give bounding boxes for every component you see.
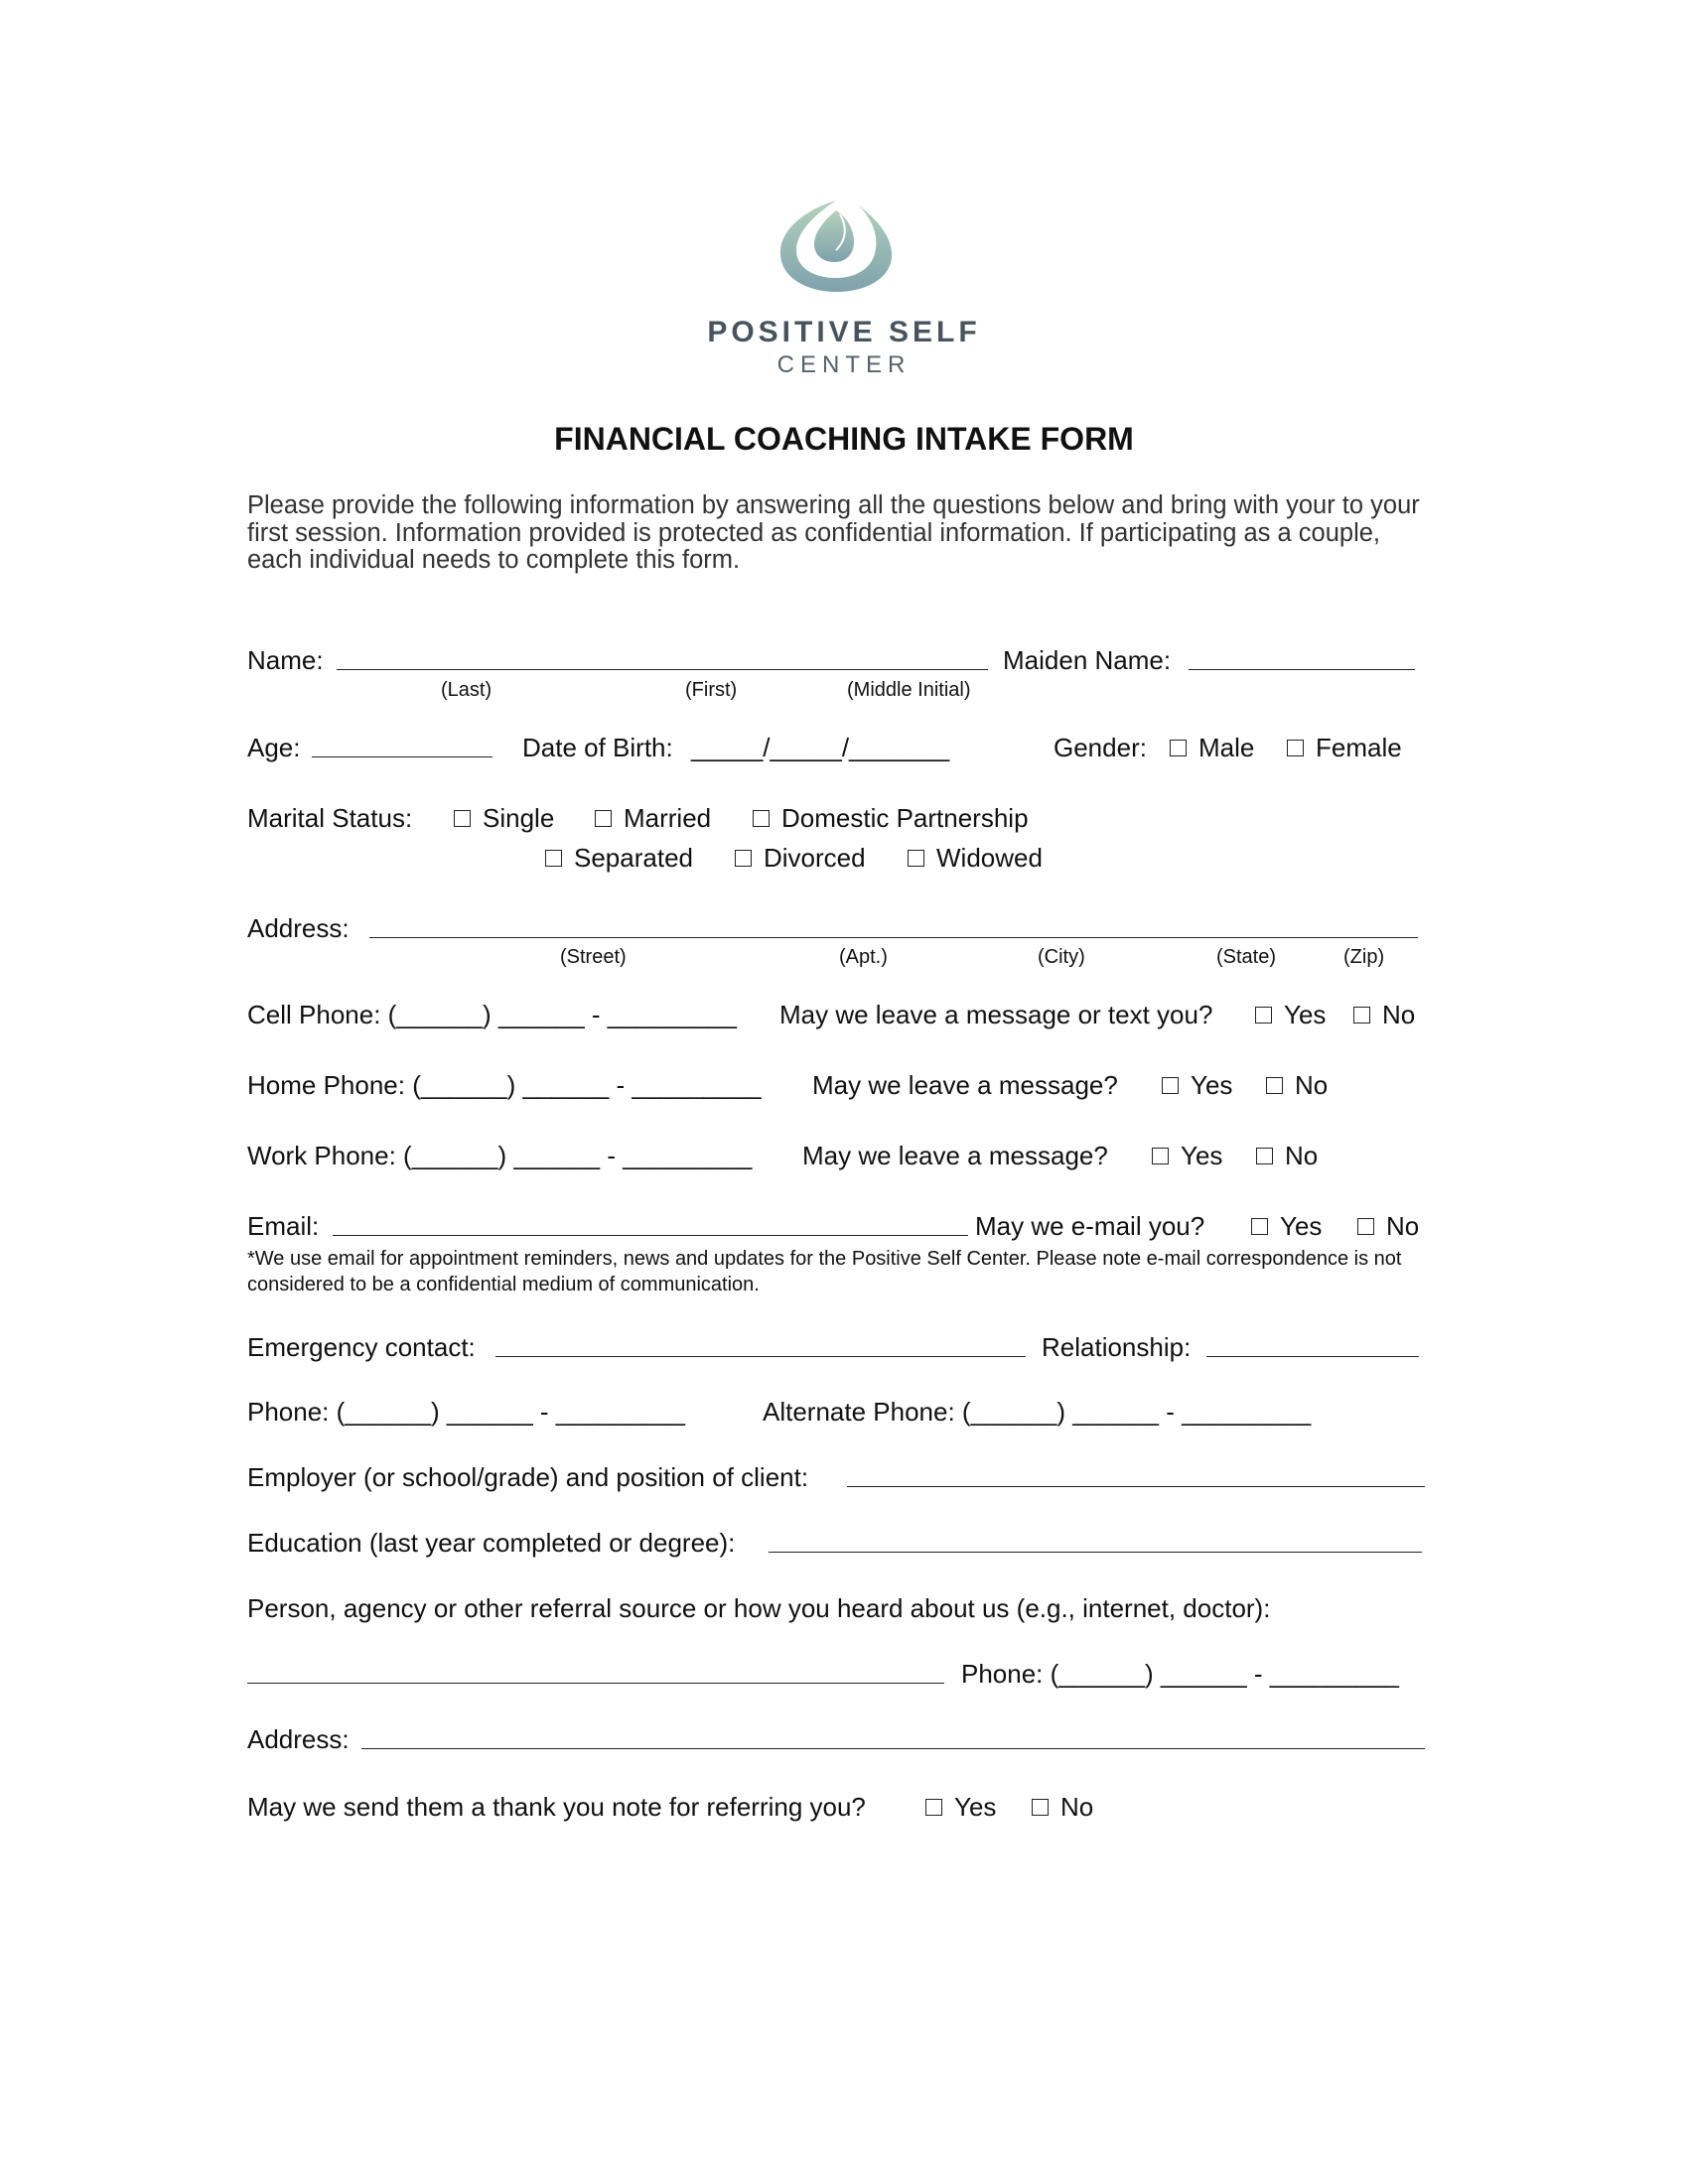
checkbox-icon (735, 850, 752, 867)
thank-you-row (0, 1790, 1688, 1824)
checkbox-icon (595, 810, 612, 827)
referral-address-row (0, 1722, 1688, 1756)
emergency-phone-row (0, 1395, 1688, 1429)
checkbox-icon (753, 810, 770, 827)
marital-widowed-checkbox[interactable]: Widowed (908, 841, 1043, 875)
education-label: Education (last year completed or degree): (247, 1528, 736, 1558)
email-question: May we e-mail you? (975, 1211, 1205, 1241)
logo-icon (774, 195, 898, 296)
dob-input[interactable]: _____/_____/_______ (691, 733, 950, 762)
gender-male-checkbox[interactable]: Male (1170, 731, 1254, 764)
work-no-checkbox[interactable]: No (1256, 1139, 1318, 1172)
marital-separated-checkbox[interactable]: Separated (545, 841, 693, 875)
logo-text: POSITIVE SELF (707, 316, 981, 348)
education-row (0, 1526, 1688, 1560)
cell-no-checkbox[interactable]: No (1353, 998, 1415, 1031)
work-yes-checkbox[interactable]: Yes (1152, 1139, 1222, 1172)
cell-phone-field[interactable]: Cell Phone: (______) ______ - _________ (247, 1000, 737, 1029)
gender-label: Gender: (1054, 733, 1147, 762)
emergency-input[interactable] (495, 1330, 1026, 1357)
referral-address-input[interactable] (361, 1722, 1425, 1749)
referral-phone-field[interactable]: Phone: (______) ______ - _________ (961, 1659, 1399, 1689)
email-input[interactable] (333, 1209, 968, 1236)
referral-input[interactable] (247, 1657, 944, 1684)
maiden-name-input[interactable] (1189, 643, 1415, 670)
address-row (0, 911, 1688, 945)
name-input[interactable] (337, 643, 988, 670)
checkbox-icon (1251, 1218, 1268, 1235)
emergency-phone-field[interactable]: Phone: (______) ______ - _________ (247, 1397, 685, 1427)
work-phone-field[interactable]: Work Phone: (______) ______ - _________ (247, 1141, 753, 1170)
checkbox-icon (1357, 1218, 1374, 1235)
state-sublabel: (State) (1216, 946, 1277, 968)
referral-address-label: Address: (247, 1724, 350, 1754)
marital-divorced-checkbox[interactable]: Divorced (735, 841, 866, 875)
marital-row-2 (0, 841, 1688, 875)
education-input[interactable] (769, 1526, 1422, 1553)
home-phone-row (0, 1068, 1688, 1102)
work-question: May we leave a message? (802, 1141, 1108, 1170)
name-label: Name: (247, 645, 324, 675)
address-label: Address: (247, 913, 350, 943)
home-no-checkbox[interactable]: No (1266, 1068, 1328, 1102)
email-note: *We use email for appointment reminders, news and updates for the Positive Self Center. Please note e-mail correspondence is not considered to be a confidential medium of communication. (247, 1248, 1402, 1296)
logo-subtext: CENTER (776, 351, 912, 378)
relationship-input[interactable] (1206, 1330, 1419, 1357)
thank-you-yes-checkbox[interactable]: Yes (925, 1790, 996, 1824)
marital-married-checkbox[interactable]: Married (595, 801, 711, 835)
relationship-label: Relationship: (1042, 1332, 1192, 1362)
home-question: May we leave a message? (812, 1070, 1118, 1100)
marital-label: Marital Status: (247, 803, 413, 833)
emergency-label: Emergency contact: (247, 1332, 476, 1362)
referral-input-row (0, 1657, 1688, 1691)
email-label: Email: (247, 1211, 320, 1241)
referral-row (0, 1591, 1688, 1625)
checkbox-icon (1152, 1148, 1169, 1164)
employer-input[interactable] (847, 1460, 1425, 1487)
city-sublabel: (City) (1038, 946, 1085, 968)
checkbox-icon (1256, 1148, 1273, 1164)
marital-domestic-checkbox[interactable]: Domestic Partnership (753, 801, 1029, 835)
dob-label: Date of Birth: (522, 733, 673, 762)
checkbox-icon (1170, 740, 1187, 756)
employer-row (0, 1460, 1688, 1494)
checkbox-icon (908, 850, 924, 867)
checkbox-icon (1266, 1077, 1283, 1094)
checkbox-icon (1032, 1799, 1049, 1816)
checkbox-icon (1255, 1007, 1272, 1024)
home-phone-field[interactable]: Home Phone: (______) ______ - _________ (247, 1070, 762, 1100)
referral-label: Person, agency or other referral source or how you heard about us (e.g., internet, doctor): (247, 1593, 1271, 1623)
thank-you-no-checkbox[interactable]: No (1032, 1790, 1093, 1824)
email-yes-checkbox[interactable]: Yes (1251, 1209, 1322, 1243)
intro-text: Please provide the following information by answering all the questions below and bring with your to your first session. Information provided is protected as confidential information. If participating as a couple, each individual needs to complete this form. (247, 491, 1420, 574)
checkbox-icon (1287, 740, 1304, 756)
gender-female-checkbox[interactable]: Female (1287, 731, 1402, 764)
street-sublabel: (Street) (560, 946, 627, 968)
thank-you-question: May we send them a thank you note for referring you? (247, 1792, 866, 1822)
address-input[interactable] (369, 911, 1418, 938)
checkbox-icon (1353, 1007, 1370, 1024)
alternate-phone-field[interactable]: Alternate Phone: (______) ______ - _________ (763, 1397, 1312, 1427)
form-title: FINANCIAL COACHING INTAKE FORM (554, 421, 1134, 457)
home-yes-checkbox[interactable]: Yes (1162, 1068, 1232, 1102)
checkbox-icon (545, 850, 562, 867)
age-label: Age: (247, 733, 301, 762)
marital-row (0, 801, 1688, 835)
age-input[interactable] (312, 731, 492, 757)
employer-label: Employer (or school/grade) and position of client: (247, 1462, 809, 1492)
cell-yes-checkbox[interactable]: Yes (1255, 998, 1326, 1031)
age-row (0, 731, 1688, 764)
maiden-name-label: Maiden Name: (1003, 645, 1172, 675)
checkbox-icon (925, 1799, 942, 1816)
middle-initial-sublabel: (Middle Initial) (847, 679, 971, 701)
cell-question: May we leave a message or text you? (779, 1000, 1213, 1029)
marital-single-checkbox[interactable]: Single (454, 801, 554, 835)
zip-sublabel: (Zip) (1343, 946, 1385, 968)
checkbox-icon (1162, 1077, 1179, 1094)
work-phone-row (0, 1139, 1688, 1172)
cell-phone-row (0, 998, 1688, 1031)
email-row (0, 1209, 1688, 1243)
name-row (0, 643, 1688, 677)
last-sublabel: (Last) (441, 679, 492, 701)
emergency-row (0, 1330, 1688, 1364)
first-sublabel: (First) (685, 679, 738, 701)
checkbox-icon (454, 810, 471, 827)
apt-sublabel: (Apt.) (839, 946, 888, 968)
email-no-checkbox[interactable]: No (1357, 1209, 1419, 1243)
